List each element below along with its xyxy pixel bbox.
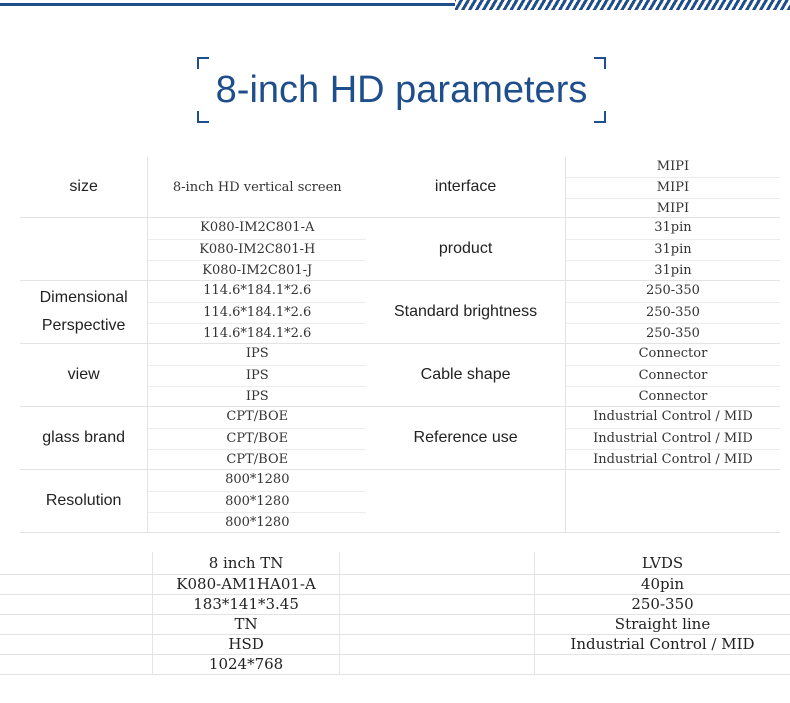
spec-value-secondary: 250-350 [566,281,780,303]
spec-group [20,470,780,533]
spec-value: 114.6*184.1*2.6 [203,283,312,298]
spec-values [147,344,366,406]
spec2-label-blank [340,635,534,654]
spec-label: size [69,178,98,195]
spec-label: view [67,366,100,383]
spec-value-secondary: Connector [566,366,780,388]
spec2-value-secondary: Industrial Control / MID [534,635,790,654]
spec2-label-blank [0,615,152,634]
header-line [0,3,455,6]
spec-label-secondary: Reference use [413,429,518,446]
spec-values-secondary [565,470,780,532]
spec-value: 800*1280 [148,491,366,513]
spec-value-secondary: 31pin [654,263,692,279]
spec-value-secondary: MIPI [656,201,690,216]
spec2-value-secondary: Straight line [534,615,790,634]
spec-group [20,218,780,281]
spec-value: 114.6*184.1*2.6 [148,323,366,345]
spec2-label-blank [0,575,152,594]
spec-value-secondary: Connector [638,389,708,405]
spec-value-secondary: MIPI [566,157,780,178]
spec-value-secondary: 31pin [566,240,780,262]
spec2-value-secondary: 40pin [534,575,790,594]
spec-label-secondary: Cable shape [420,366,511,383]
spec2-row [0,635,790,655]
spec2-value-secondary: LVDS [534,552,790,574]
spec-values [147,470,366,532]
spec2-value: 8 inch TN [152,552,339,574]
spec2-row [0,655,790,675]
spec-values-secondary [565,344,780,406]
spec-label-secondary: interface [434,178,497,195]
spec2-value: K080-AM1HA01-A [152,575,339,594]
header-decoration [0,0,790,10]
header-stripes [455,0,790,10]
spec2-label-blank [340,655,534,674]
spec-value-secondary: Industrial Control / MID [566,407,780,429]
spec2-row [0,615,790,635]
spec2-value: HSD [152,635,339,654]
spec-value: 800*1280 [148,512,366,534]
spec-values-secondary [565,407,780,469]
spec-values-secondary [565,157,780,217]
spec2-row [0,552,790,575]
spec2-label-blank [340,552,534,574]
spec-values [147,218,366,280]
spec-values [147,281,366,343]
spec-value: IPS [148,386,366,408]
spec-label: Dimensional Perspective [39,289,128,334]
spec-value-secondary: 250-350 [645,326,700,342]
spec-value: K080-IM2C801-H [148,239,366,261]
spec-value-secondary: MIPI [566,178,780,199]
spec-value: 8-inch HD vertical screen [172,179,342,195]
spec-label-secondary: product [438,240,493,257]
spec-value-secondary: Industrial Control / MID [593,452,753,468]
spec2-label-blank [340,595,534,614]
spec2-row [0,595,790,615]
spec2-label-blank [0,635,152,654]
spec-table [20,157,780,533]
title-frame [197,57,606,123]
spec2-label-blank [340,615,534,634]
spec-value-secondary: Industrial Control / MID [566,429,780,451]
spec2-label-blank [0,655,152,674]
spec2-value: 183*141*3.45 [152,595,339,614]
spec-table-secondary [0,552,790,675]
spec-label [20,218,147,280]
spec-value-secondary: Connector [566,344,780,366]
spec-values [147,157,366,217]
spec-label-secondary [366,470,565,532]
spec2-label-blank [0,552,152,574]
spec-value-secondary: 250-350 [566,303,780,325]
spec2-label-blank [0,595,152,614]
spec-values-secondary [565,281,780,343]
spec-value: IPS [148,365,366,387]
spec-value: 800*1280 [225,472,290,487]
spec-value: CPT/BOE [148,449,366,471]
spec2-value-secondary [534,655,790,674]
spec-value: CPT/BOE [226,409,289,424]
spec-group [20,157,780,218]
spec-group [20,407,780,470]
spec2-value-secondary: 250-350 [534,595,790,614]
spec-group [20,344,780,407]
spec-value: K080-IM2C801-J [148,260,366,282]
spec2-row [0,575,790,595]
spec-values-secondary [565,218,780,280]
page-title: 8-inch HD parameters [215,69,588,111]
spec-value-secondary: 31pin [566,218,780,240]
spec-group [20,281,780,344]
spec-value: 114.6*184.1*2.6 [148,302,366,324]
spec2-value: TN [152,615,339,634]
spec-value: IPS [245,346,269,361]
spec-value: CPT/BOE [148,428,366,450]
spec-value: K080-IM2C801-A [200,220,315,235]
spec-label: Resolution [45,492,122,509]
spec-values [147,407,366,469]
spec-label: glass brand [42,429,125,446]
spec-label-secondary: Standard brightness [393,303,538,320]
spec2-value: 1024*768 [152,655,339,674]
spec2-label-blank [340,575,534,594]
